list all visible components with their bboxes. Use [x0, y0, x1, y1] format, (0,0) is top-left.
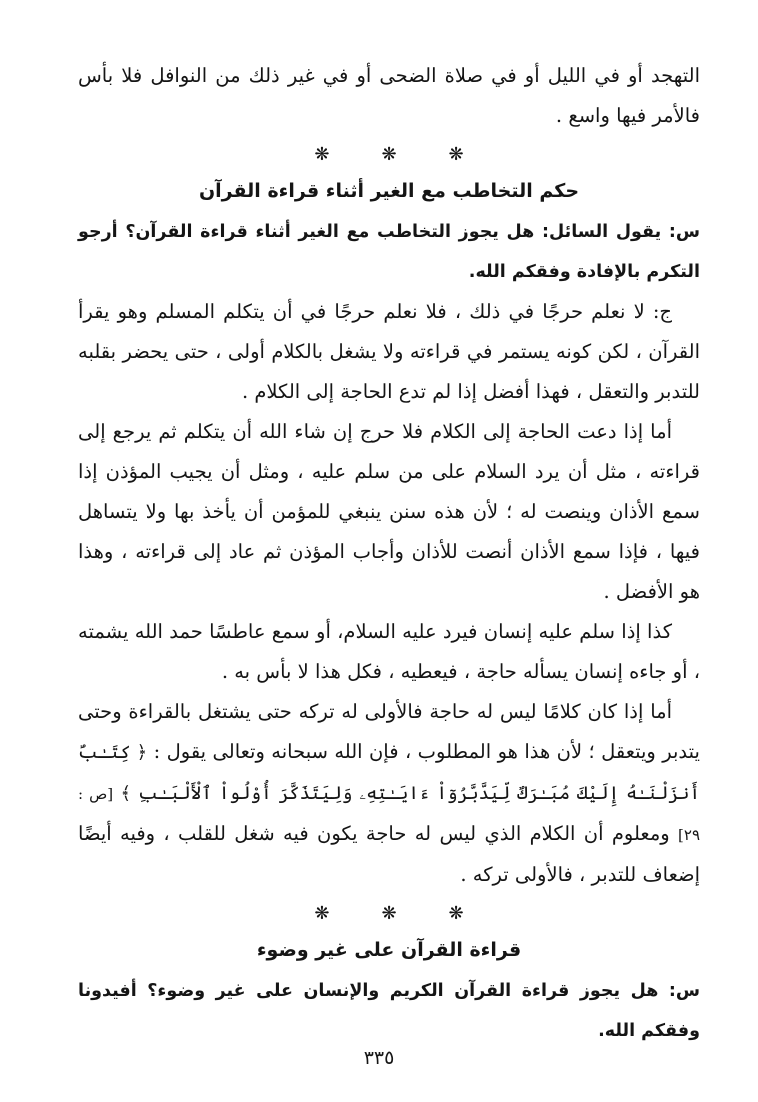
section-separator [78, 142, 700, 168]
separator-star: ❋ [448, 903, 464, 924]
answer-text: أما إذا كان كلامًا ليس له حاجة فالأولى له تركه حتى يشتغل بالقراءة وحتى يتدبر ويتعقل ؛ لأن هذا هو المطلوب ، فإن الله سبحانه وتعالى يقول : [78, 700, 700, 763]
question-text: س: هل يجوز قراءة القرآن الكريم والإنسان على غير وضوء؟ أفيدونا وفقكم الله. [78, 981, 700, 1041]
answer-text: ومعلوم أن الكلام الذي ليس له حاجة يكون فيه شغل للقلب ، وفيه أيضًا إضعاف للتدبر ، فالأولى تركه . [78, 822, 700, 886]
answer-paragraph-with-verse [78, 692, 700, 895]
answer-paragraph: أما إذا دعت الحاجة إلى الكلام فلا حرج إن شاء الله أن يتكلم ثم يرجع إلى قراءته ، مثل أن يرد السلام على من سلم عليه ، ومثل أن يجيب المؤذن إذا سمع الأذان وينصت له ؛ لأن هذه سنن ينبغي للمؤمن أن يأخذ بها ولا يتساهل فيها ، فإذا سمع الأذان أنصت للأذان وأجاب المؤذن ثم عاد إلى قراءته ، وهذا هو الأفضل . [78, 420, 700, 603]
separator-star: ❋ [314, 144, 330, 165]
quran-verse: ﴿ كِتَـٰبٌ أَنزَلْنَـٰهُ إِلَيْكَ مُبَـٰرَكٌ لِّيَدَّبَّرُوٓاْ ءَايَـٰتِهِۦ وَلِيَتَذَكَّرَ أُوْلُواْ ٱلْأَلْبَـٰبِ ﴾ [78, 742, 701, 804]
answer-paragraph: ج: لا نعلم حرجًا في ذلك ، فلا نعلم حرجًا في أن يتكلم المسلم وهو يقرأ القرآن ، لكن كونه يستمر في قراءته ولا يشغل بالكلام أولى ، حتى يحضر بقلبه للتدبر والتعقل ، فهذا أفضل إذا لم تدع الحاجة إلى الكلام . [78, 300, 700, 403]
separator-star: ❋ [381, 144, 397, 165]
verse-reference: [ص : ٢٩] [78, 785, 701, 844]
question-text: س: يقول السائل: هل يجوز التخاطب مع الغير أثناء قراءة القرآن؟ أرجو التكرم بالإفادة وفقكم الله. [78, 222, 700, 282]
page-number: ٣٣٥ [363, 1047, 395, 1069]
answer-paragraph: كذا إذا سلم عليه إنسان فيرد عليه السلام، أو سمع عاطسًا حمد الله يشمته ، أو جاءه إنسان يسأله حاجة ، فيعطيه ، فكل هذا لا بأس به . [78, 620, 700, 683]
section-title: حكم التخاطب مع الغير أثناء قراءة القرآن [198, 180, 580, 202]
separator-star: ❋ [448, 144, 464, 165]
page-body [78, 56, 700, 1051]
section-separator [78, 901, 700, 927]
section-title: قراءة القرآن على غير وضوء [256, 939, 522, 961]
separator-star: ❋ [381, 903, 397, 924]
paragraph-opening: التهجد أو في الليل أو في صلاة الضحى أو في غير ذلك من النوافل فلا بأس فالأمر فيها واسع . [78, 64, 700, 127]
separator-star: ❋ [314, 903, 330, 924]
